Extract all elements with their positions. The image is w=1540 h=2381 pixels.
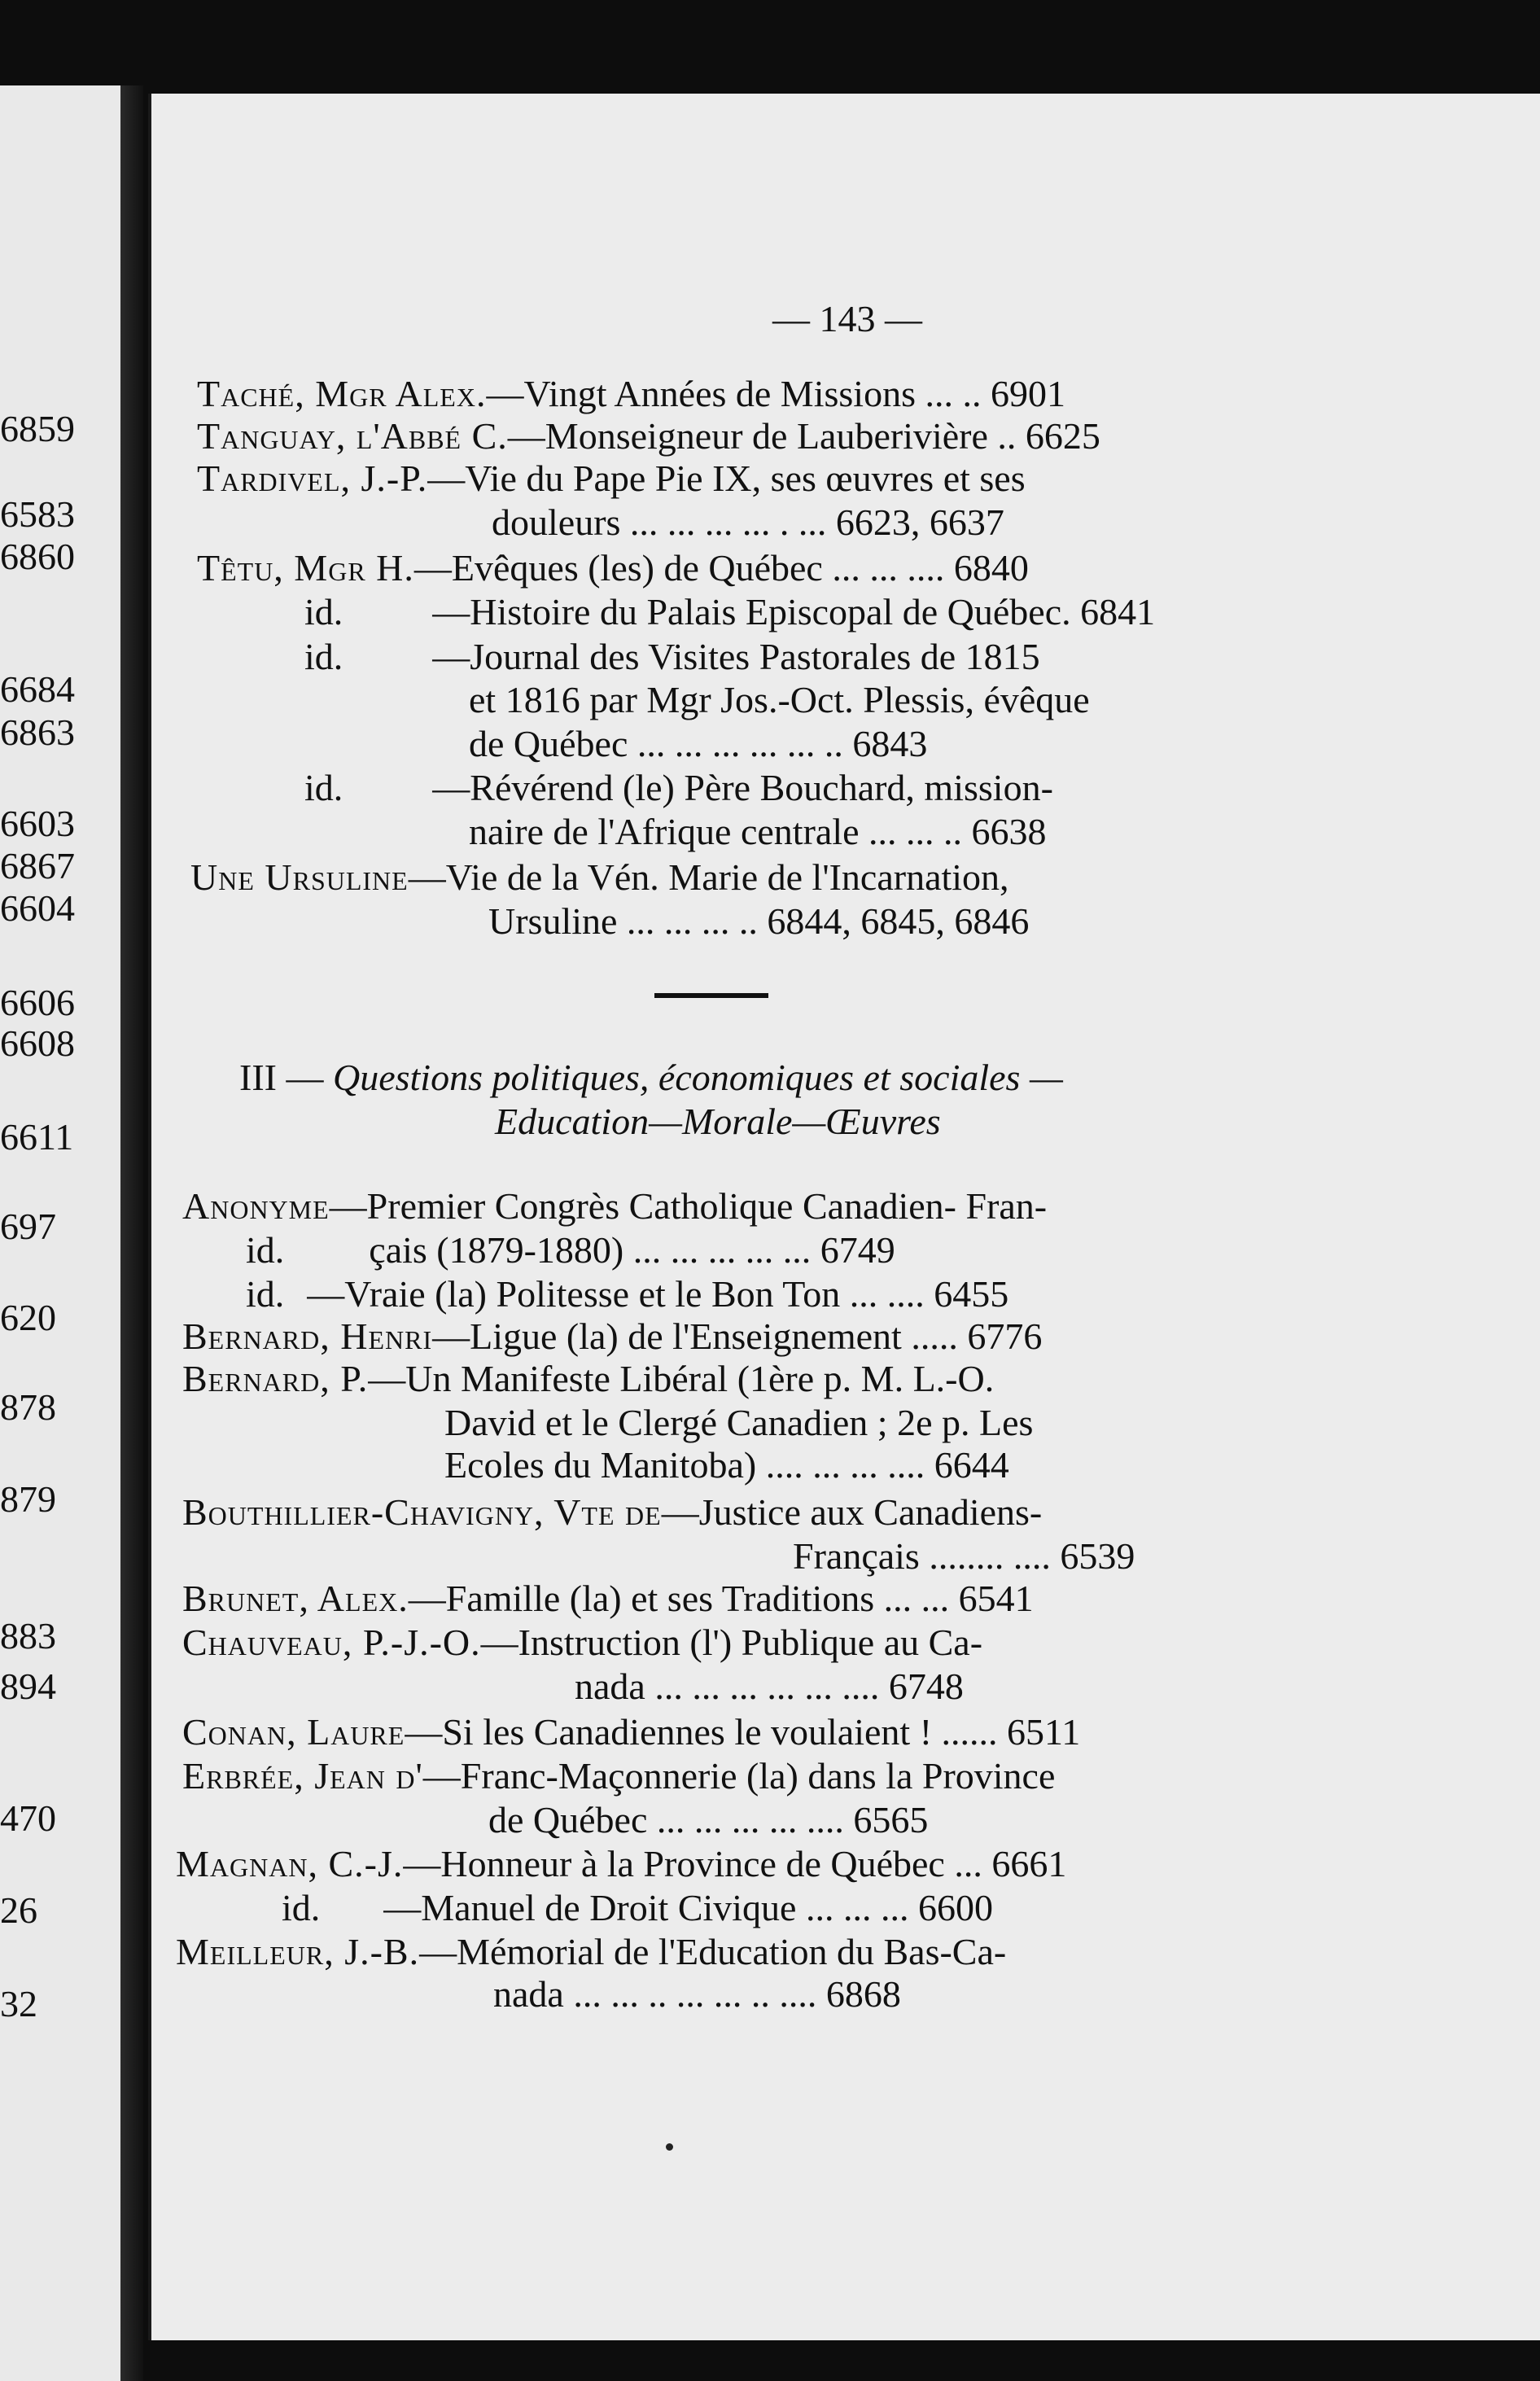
- section-heading: [239, 1056, 1063, 1099]
- entry-text: de Québec ... ... ... ... .... 6565: [488, 1799, 929, 1840]
- entry-author: Meilleur, J.-B.: [176, 1931, 420, 1972]
- left-page-number: 883: [0, 1615, 56, 1657]
- entry-text: Français ........ .... 6539: [793, 1535, 1135, 1577]
- entry-text: —Vingt Années de Missions ... .. 6901: [486, 373, 1065, 414]
- entry-line: [182, 1710, 1080, 1753]
- entry-line: [176, 1930, 1006, 1973]
- entry-author: Anonyme: [182, 1185, 330, 1227]
- section-divider: [654, 993, 768, 998]
- entry-author: Brunet, Alex.: [182, 1578, 409, 1619]
- entry-text: —Journal des Visites Pastorales de 1815: [432, 636, 1040, 677]
- entry-author: Chauveau, P.-J.-O.: [182, 1622, 481, 1663]
- left-page-number: 6611: [0, 1116, 74, 1158]
- document-page: [148, 94, 1540, 2340]
- entry-text: Ursuline ... ... ... .. 6844, 6845, 6846: [488, 900, 1030, 942]
- entry-text: —Franc-Maçonnerie (la) dans la Province: [422, 1755, 1056, 1797]
- entry-line: [444, 1443, 1009, 1486]
- left-page-number: 6583: [0, 493, 75, 535]
- entry-text: —Vraie (la) Politesse et le Bon Ton ... .... 6455: [307, 1273, 1009, 1315]
- entry-author: Têtu, Mgr H.: [197, 547, 414, 589]
- entry-line: [488, 1798, 928, 1841]
- left-page-number: 879: [0, 1478, 56, 1520]
- entry-line: [197, 372, 1065, 415]
- entry-text: —Révérend (le) Père Bouchard, mission-: [432, 767, 1053, 808]
- entry-text: —Vie de la Vén. Marie de l'Incarnation,: [408, 856, 1009, 898]
- entry-line: [182, 1184, 1047, 1228]
- entry-line: [182, 1315, 1042, 1358]
- left-page-number: 894: [0, 1665, 56, 1707]
- entry-author: id.: [282, 1887, 321, 1928]
- entry-text: —Instruction (l') Publique au Ca-: [480, 1622, 983, 1663]
- entry-author: id.: [304, 767, 343, 808]
- entry-line: [304, 766, 1053, 809]
- entry-line: [575, 1665, 964, 1708]
- entry-line: [469, 722, 927, 765]
- entry-line: [182, 1577, 1034, 1620]
- page-number: — 143 —: [772, 298, 922, 339]
- left-page-number: 32: [0, 1983, 37, 2024]
- entry-line: [182, 1621, 982, 1664]
- entry-author: id.: [304, 591, 343, 632]
- entry-text: nada ... ... .. ... ... .. .... 6868: [493, 1973, 901, 2015]
- entry-line: [182, 1490, 1042, 1534]
- entry-line: [304, 590, 1155, 633]
- entry-text: —Un Manifeste Libéral (1ère p. M. L.-O.: [368, 1358, 995, 1399]
- entry-author: Bernard, Henri: [182, 1315, 433, 1357]
- page-gutter: [120, 85, 143, 2381]
- left-page-number: 697: [0, 1206, 56, 1247]
- entry-line: [492, 501, 1004, 544]
- entry-line: [493, 1972, 901, 2016]
- entry-author: id.: [246, 1273, 285, 1315]
- entry-text: —Famille (la) et ses Traditions ... ... 6541: [408, 1578, 1034, 1619]
- left-page-number: 26: [0, 1889, 37, 1931]
- entry-line: [444, 1401, 1033, 1444]
- entry-text: —Honneur à la Province de Québec ... 6661: [403, 1843, 1067, 1884]
- entry-text: nada ... ... ... ... ... .... 6748: [575, 1665, 964, 1707]
- left-page-number: 6606: [0, 982, 75, 1023]
- entry-author: Tardivel, J.-P.: [197, 457, 428, 499]
- entry-author: Conan, Laure: [182, 1711, 405, 1753]
- entry-author: Magnan, C.-J.: [176, 1843, 404, 1884]
- section-heading-number: III —: [239, 1057, 333, 1098]
- entry-line: [469, 810, 1047, 853]
- left-page-number: 6860: [0, 536, 75, 577]
- entry-line: [246, 1272, 1008, 1315]
- entry-text: —Vie du Pape Pie IX, ses œuvres et ses: [427, 457, 1026, 499]
- section-heading-subtitle: [495, 1100, 941, 1143]
- entry-line: [182, 1357, 994, 1400]
- entry-author: Bouthillier-Chavigny, Vte de: [182, 1491, 662, 1533]
- entry-author: id.: [304, 636, 343, 677]
- entry-text: et 1816 par Mgr Jos.-Oct. Plessis, évêque: [469, 679, 1090, 720]
- section-heading-subtitle-text: Education—Morale—Œuvres: [495, 1101, 941, 1142]
- left-facing-page: [0, 85, 120, 2381]
- entry-text: —Si les Canadiennes le voulaient ! ...... 6511: [405, 1711, 1081, 1753]
- left-page-number: 6608: [0, 1022, 75, 1064]
- left-page-number: 6863: [0, 711, 75, 753]
- entry-text: —Histoire du Palais Episcopal de Québec. 6841: [432, 591, 1156, 632]
- entry-line: [176, 1842, 1066, 1885]
- entry-line: [197, 546, 1029, 589]
- entry-text: —Premier Congrès Catholique Canadien- Fran-: [329, 1185, 1048, 1227]
- entry-author: Une Ursuline: [190, 856, 409, 898]
- entry-line: [488, 899, 1029, 943]
- entry-text: —Manuel de Droit Civique ... ... ... 6600: [383, 1887, 993, 1928]
- entry-text: David et le Clergé Canadien ; 2e p. Les: [444, 1402, 1034, 1443]
- entry-author: Erbrée, Jean d': [182, 1755, 423, 1797]
- entry-text: naire de l'Afrique centrale ... ... .. 6638: [469, 811, 1047, 852]
- entry-text: çais (1879-1880) ... ... ... ... ... 6749: [369, 1229, 895, 1271]
- entry-text: —Ligue (la) de l'Enseignement ..... 6776: [432, 1315, 1043, 1357]
- left-page-number: 6603: [0, 803, 75, 844]
- entry-author: Bernard, P.: [182, 1358, 369, 1399]
- left-page-number: 6684: [0, 668, 75, 710]
- entry-line: [197, 457, 1026, 500]
- entry-author: Taché, Mgr Alex.: [197, 373, 487, 414]
- entry-line: [197, 414, 1100, 457]
- entry-text: —Justice aux Canadiens-: [661, 1491, 1043, 1533]
- entry-text: Ecoles du Manitoba) .... ... ... .... 6644: [444, 1444, 1009, 1486]
- entry-line: [246, 1228, 895, 1271]
- paper-speck: [666, 2143, 673, 2151]
- entry-line: [190, 856, 1009, 899]
- left-page-number: 6867: [0, 845, 75, 886]
- entry-text: —Monseigneur de Lauberivière .. 6625: [507, 415, 1100, 457]
- left-page-number: 878: [0, 1386, 56, 1428]
- entry-text: de Québec ... ... ... ... ... .. 6843: [469, 723, 928, 764]
- left-page-number: 470: [0, 1797, 56, 1839]
- entry-text: douleurs ... ... ... ... . ... 6623, 6637: [492, 501, 1004, 543]
- left-page-number: 6859: [0, 408, 75, 449]
- entry-line: [304, 635, 1040, 678]
- entry-line: [282, 1886, 993, 1929]
- entry-text: —Evêques (les) de Québec ... ... .... 6840: [413, 547, 1029, 589]
- entry-author: Tanguay, l'Abbé C.: [197, 415, 508, 457]
- entry-line: [469, 678, 1090, 721]
- left-page-number: 620: [0, 1297, 56, 1338]
- left-page-number: 6604: [0, 887, 75, 929]
- entry-line: [182, 1754, 1055, 1797]
- section-heading-title: Questions politiques, économiques et sociales —: [332, 1057, 1063, 1098]
- entry-author: id.: [246, 1229, 285, 1271]
- entry-text: —Mémorial de l'Education du Bas-Ca-: [419, 1931, 1007, 1972]
- entry-line: [793, 1534, 1135, 1578]
